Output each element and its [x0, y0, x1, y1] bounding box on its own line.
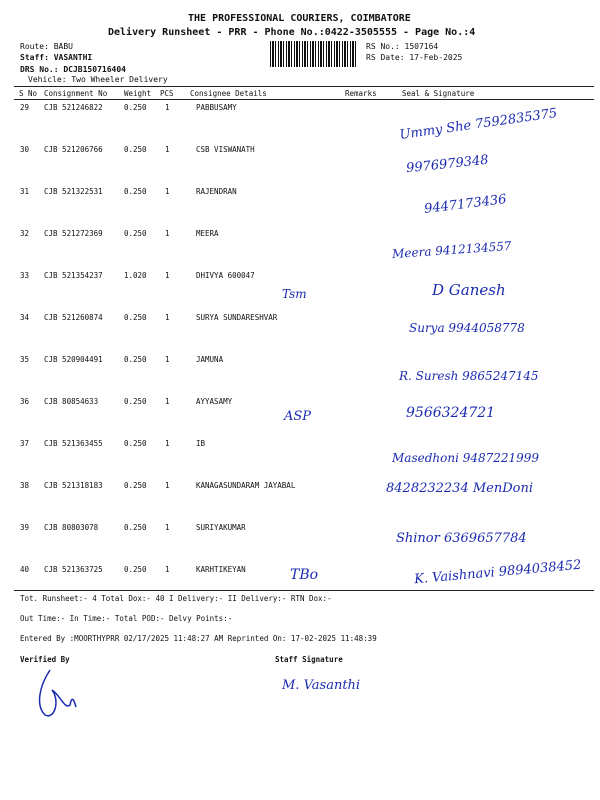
table-row	[14, 439, 594, 481]
row-sno: 31	[20, 187, 30, 196]
table-row	[14, 355, 594, 397]
row-signature: Shinor 6369657784	[396, 531, 527, 546]
col-remarks: Remarks	[345, 89, 377, 98]
row-weight: 0.250	[124, 439, 147, 448]
row-weight: 1.020	[124, 271, 147, 280]
row-pcs: 1	[165, 355, 170, 364]
staff-handwritten-signature: M. Vasanthi	[282, 678, 361, 693]
row-consignment: CJB 521318183	[44, 481, 103, 490]
runsheet-subtitle: Delivery Runsheet - PRR - Phone No.:0422-3505555 - Page No.:4	[108, 27, 476, 38]
row-consignee: DHIVYA 600047	[196, 271, 255, 280]
row-signature: 8428232234 MenDoni	[386, 481, 533, 496]
row-weight: 0.250	[124, 145, 147, 154]
row-consignee: JAMUNA	[196, 355, 224, 364]
route-label: Route: BABU	[20, 42, 73, 51]
row-consignee: SURYA SUNDARESHVAR	[196, 313, 278, 322]
table-row	[14, 187, 594, 229]
table-row	[14, 103, 594, 145]
row-sno: 40	[20, 565, 30, 574]
verified-by-label: Verified By	[20, 655, 70, 664]
row-consignee: RAJENDRAN	[196, 187, 237, 196]
row-weight: 0.250	[124, 481, 147, 490]
row-weight: 0.250	[124, 313, 147, 322]
row-consignee: IB	[196, 439, 206, 448]
totals-line: Tot. Runsheet:- 4 Total Dox:- 40 I Delivery:- II Delivery:- RTN Dox:-	[20, 594, 332, 603]
row-pcs: 1	[165, 481, 170, 490]
row-consignment: CJB 521354237	[44, 271, 103, 280]
row-consignee: SURIYAKUMAR	[196, 523, 246, 532]
row-signature: R. Suresh 9865247145	[399, 369, 539, 383]
col-consignment: Consignment No	[44, 89, 108, 98]
company-name: THE PROFESSIONAL COURIERS, COIMBATORE	[188, 13, 411, 24]
row-consignee: CSB VISWANATH	[196, 145, 255, 154]
row-signature: Masedhoni 9487221999	[392, 451, 540, 465]
table-top-rule	[14, 86, 594, 87]
row-consignment: CJB 520904491	[44, 355, 103, 364]
table-row	[14, 481, 594, 523]
row-sno: 32	[20, 229, 30, 238]
table-row	[14, 229, 594, 271]
table-row	[14, 523, 594, 565]
row-sno: 35	[20, 355, 30, 364]
row-consignment: CJB 521260874	[44, 313, 103, 322]
row-weight: 0.250	[124, 103, 147, 112]
row-signature: 9447173436	[423, 192, 508, 217]
rs-date: RS Date: 17-Feb-2025	[366, 53, 463, 62]
row-pcs: 1	[165, 523, 170, 532]
row-pcs: 1	[165, 565, 170, 574]
row-consignment: CJB 80854633	[44, 397, 99, 406]
staff-signature-label: Staff Signature	[275, 655, 343, 664]
row-consignment: CJB 80803078	[44, 523, 99, 532]
row-signature: Ummy She 7592835375	[398, 106, 559, 143]
row-signature: K. Vaishnavi 9894038452	[413, 557, 582, 588]
col-consignee: Consignee Details	[190, 89, 267, 98]
times-line: Out Time:- In Time:- Total POD:- Delvy Points:-	[20, 614, 233, 623]
row-consignment: CJB 521206766	[44, 145, 103, 154]
row-sno: 34	[20, 313, 30, 322]
row-consignee: MEERA	[196, 229, 219, 238]
row-pcs: 1	[165, 271, 170, 280]
remarks-mark: TBo	[290, 567, 319, 583]
row-pcs: 1	[165, 103, 170, 112]
row-weight: 0.250	[124, 187, 147, 196]
col-pcs: PCS	[160, 89, 174, 98]
table-row	[14, 397, 594, 439]
row-signature: 9566324721	[406, 405, 496, 421]
row-weight: 0.250	[124, 229, 147, 238]
row-sno: 29	[20, 103, 30, 112]
row-consignee: PABBUSAMY	[196, 103, 237, 112]
row-pcs: 1	[165, 229, 170, 238]
row-signature: 9976979348	[405, 152, 490, 177]
rs-number: RS No.: 1507164	[366, 42, 439, 51]
remarks-mark: Tsm	[282, 287, 307, 301]
row-consignee: KANAGASUNDARAM JAYABAL	[196, 481, 296, 490]
verifier-signature	[30, 665, 80, 725]
row-weight: 0.250	[124, 355, 147, 364]
row-weight: 0.250	[124, 397, 147, 406]
row-consignment: CJB 521322531	[44, 187, 103, 196]
row-consignment: CJB 521272369	[44, 229, 103, 238]
row-pcs: 1	[165, 145, 170, 154]
row-pcs: 1	[165, 187, 170, 196]
remarks-mark: ASP	[284, 409, 312, 424]
row-consignment: CJB 521363455	[44, 439, 103, 448]
row-sno: 39	[20, 523, 30, 532]
row-signature: Meera 9412134557	[391, 238, 512, 262]
col-signature: Seal & Signature	[402, 89, 475, 98]
table-row	[14, 145, 594, 187]
row-pcs: 1	[165, 313, 170, 322]
entered-by: Entered By :MOORTHYPRR 02/17/2025 11:48:27 AM Reprinted On: 17-02-2025 11:48:39	[20, 634, 377, 643]
row-consignment: CJB 521246822	[44, 103, 103, 112]
row-sno: 37	[20, 439, 30, 448]
table-bottom-rule	[14, 590, 594, 591]
col-weight: Weight	[124, 89, 152, 98]
table-row	[14, 271, 594, 313]
row-consignment: CJB 521363725	[44, 565, 103, 574]
row-signature: Surya 9944058778	[409, 321, 525, 335]
staff-label: Staff: VASANTHI	[20, 53, 93, 62]
drs-number: DRS No.: DCJB150716404	[20, 65, 126, 74]
row-consignee: KARHTIKEYAN	[196, 565, 246, 574]
row-sno: 36	[20, 397, 30, 406]
row-weight: 0.250	[124, 565, 147, 574]
row-sno: 33	[20, 271, 30, 280]
table-header	[0, 89, 600, 99]
vehicle-type: Vehicle: Two Wheeler Delivery	[28, 75, 168, 84]
row-pcs: 1	[165, 439, 170, 448]
row-weight: 0.250	[124, 523, 147, 532]
col-sno: S No	[19, 89, 38, 98]
row-signature: D Ganesh	[432, 281, 506, 299]
row-sno: 30	[20, 145, 30, 154]
row-consignee: AYYASAMY	[196, 397, 233, 406]
row-pcs: 1	[165, 397, 170, 406]
barcode	[270, 41, 358, 67]
table-row	[14, 313, 594, 355]
table-header-rule	[14, 99, 594, 100]
row-sno: 38	[20, 481, 30, 490]
